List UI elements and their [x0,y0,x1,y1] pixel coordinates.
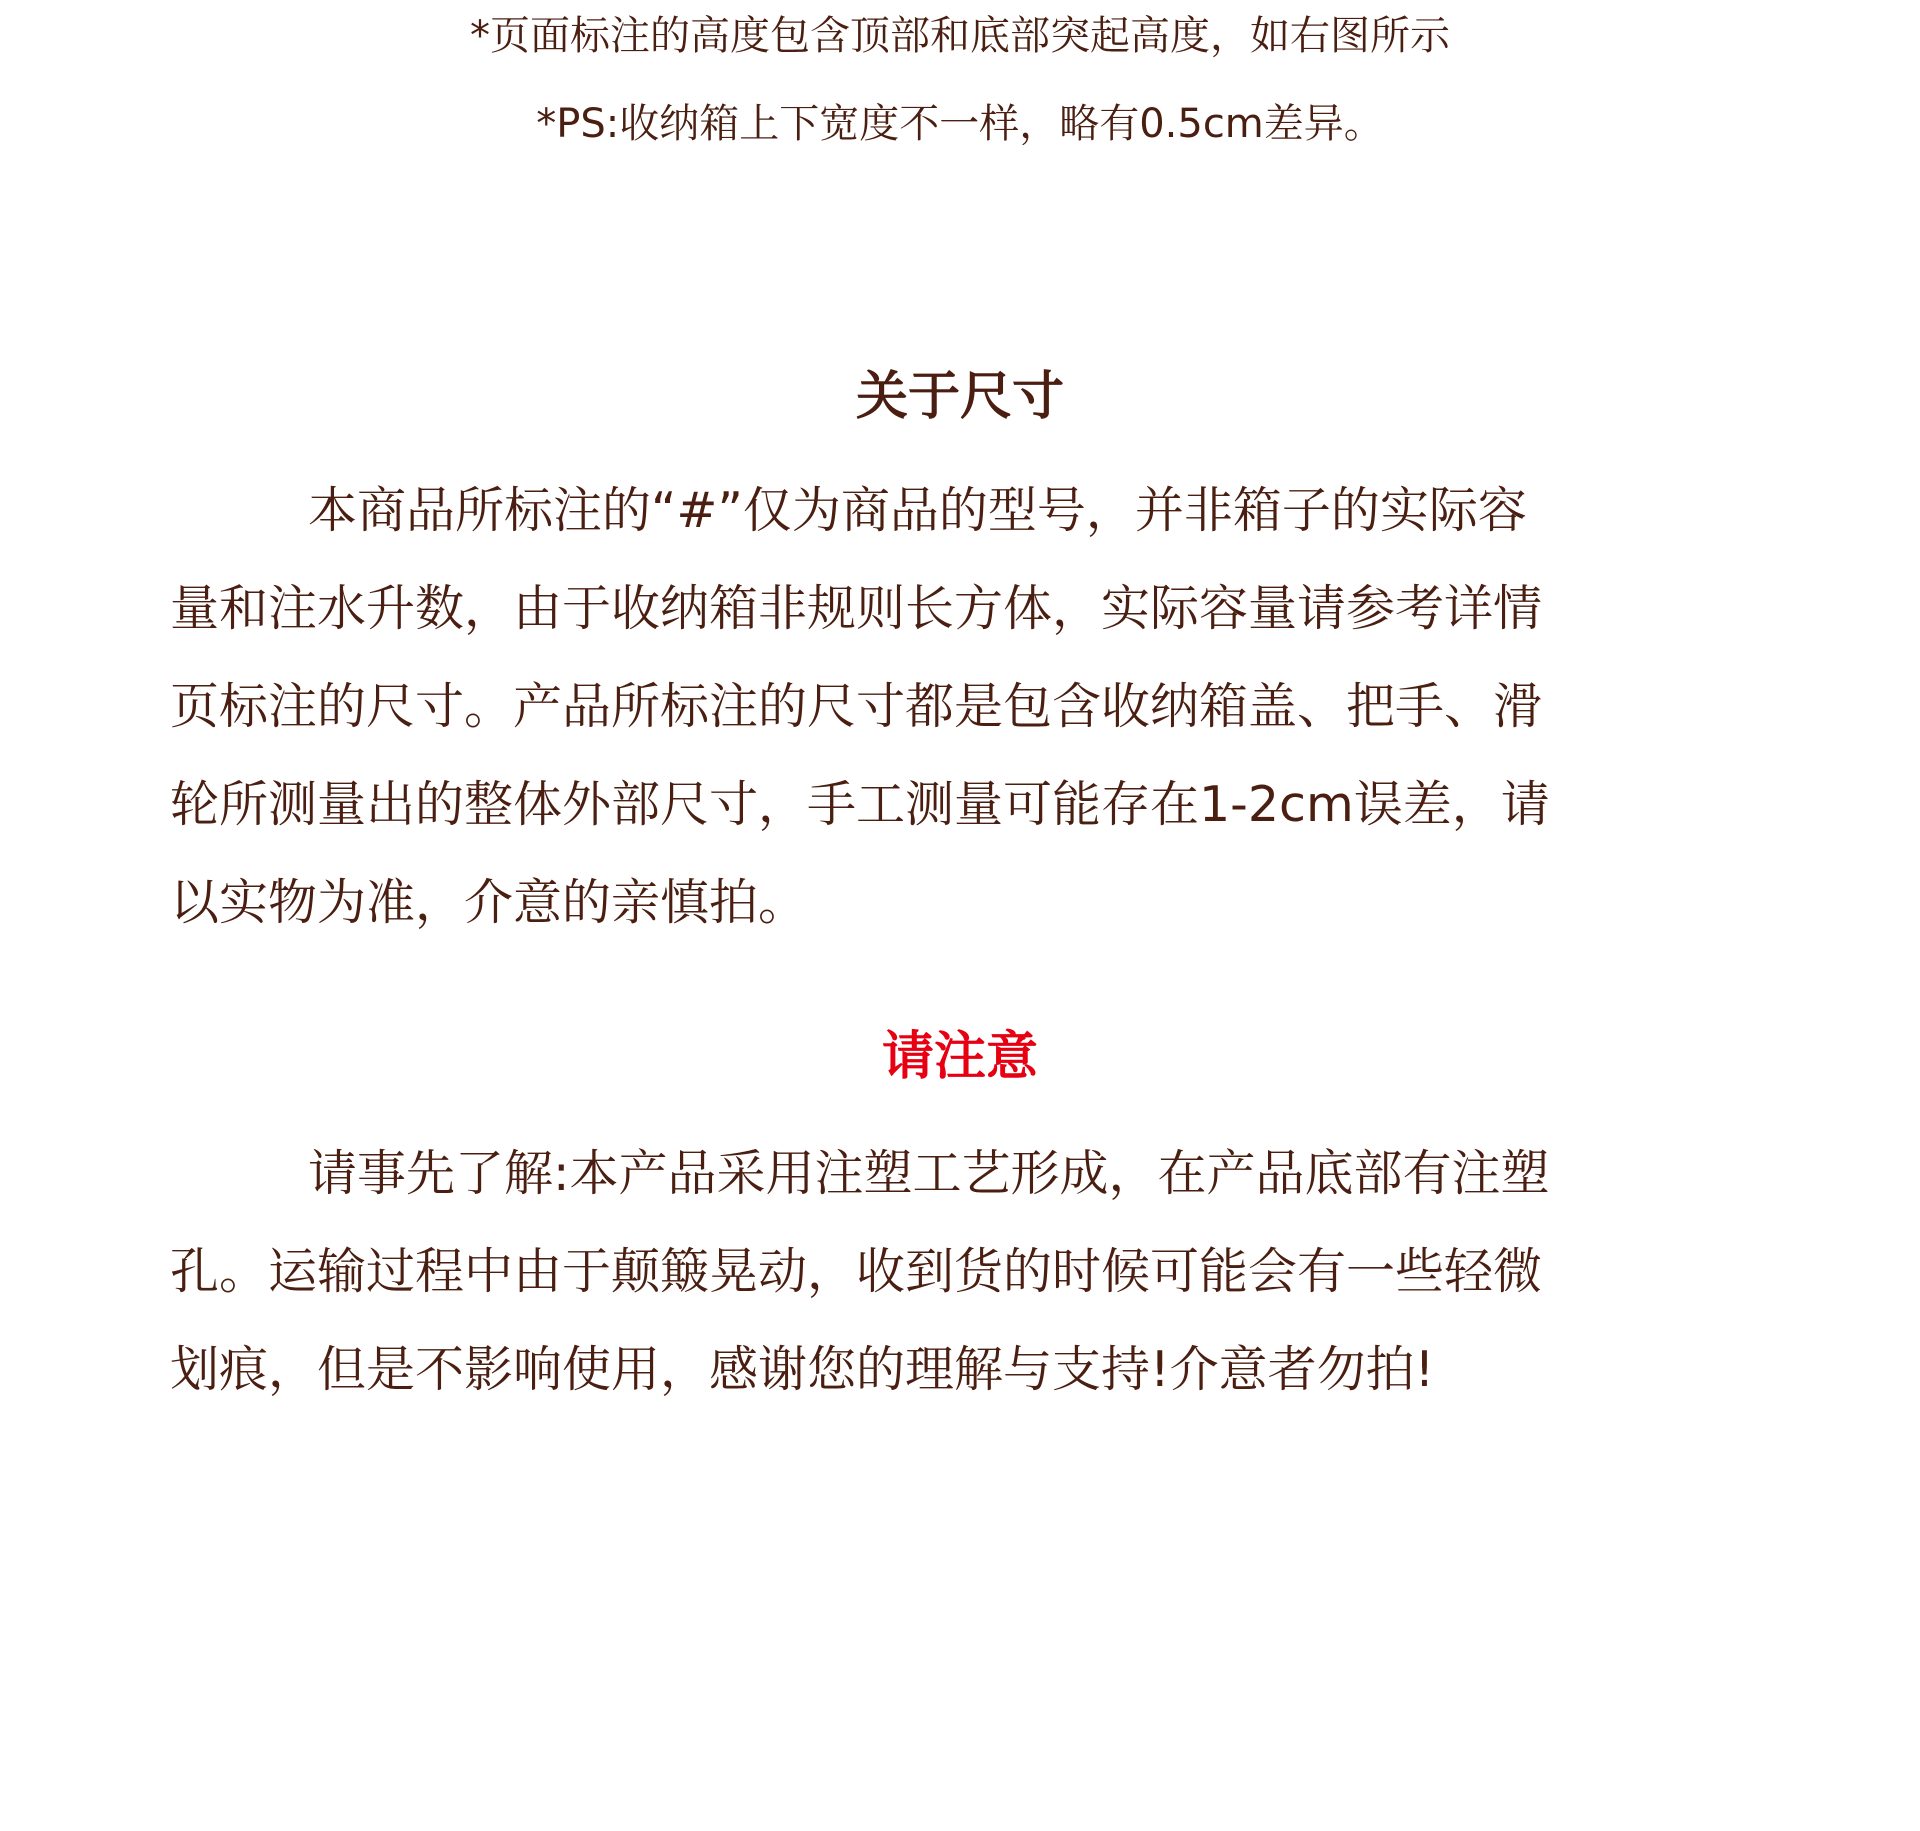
notice-paragraph-line: 划痕，但是不影响使用，感谢您的理解与支持!介意者勿拍! [170,1341,1435,1398]
size-section-title: 关于尺寸 [855,367,1064,427]
notice-paragraph-line: 孔。运输过程中由于颠簸晃动，收到货的时候可能会有一些轻微 [170,1243,1543,1300]
height-note: *页面标注的高度包含顶部和底部突起高度，如右图所示 [470,13,1450,59]
notice-section-title: 请注意 [881,1027,1038,1087]
size-paragraph-line: 量和注水升数，由于收纳箱非规则长方体，实际容量请参考详情 [170,580,1543,637]
width-difference-note: *PS:收纳箱上下宽度不一样，略有0.5cm差异。 [536,101,1384,147]
size-section-paragraph [170,462,1770,952]
size-paragraph-line: 本商品所标注的“#”仅为商品的型号，并非箱子的实际容 [308,482,1527,539]
size-paragraph-line: 页标注的尺寸。产品所标注的尺寸都是包含收纳箱盖、把手、滑 [170,678,1543,735]
size-paragraph-line: 轮所测量出的整体外部尺寸，手工测量可能存在1-2cm误差，请 [170,776,1550,833]
notice-paragraph-line: 请事先了解:本产品采用注塑工艺形成，在产品底部有注塑 [308,1145,1550,1202]
notice-section-paragraph [170,1125,1770,1419]
size-paragraph-line: 以实物为准，介意的亲慎拍。 [170,874,808,931]
